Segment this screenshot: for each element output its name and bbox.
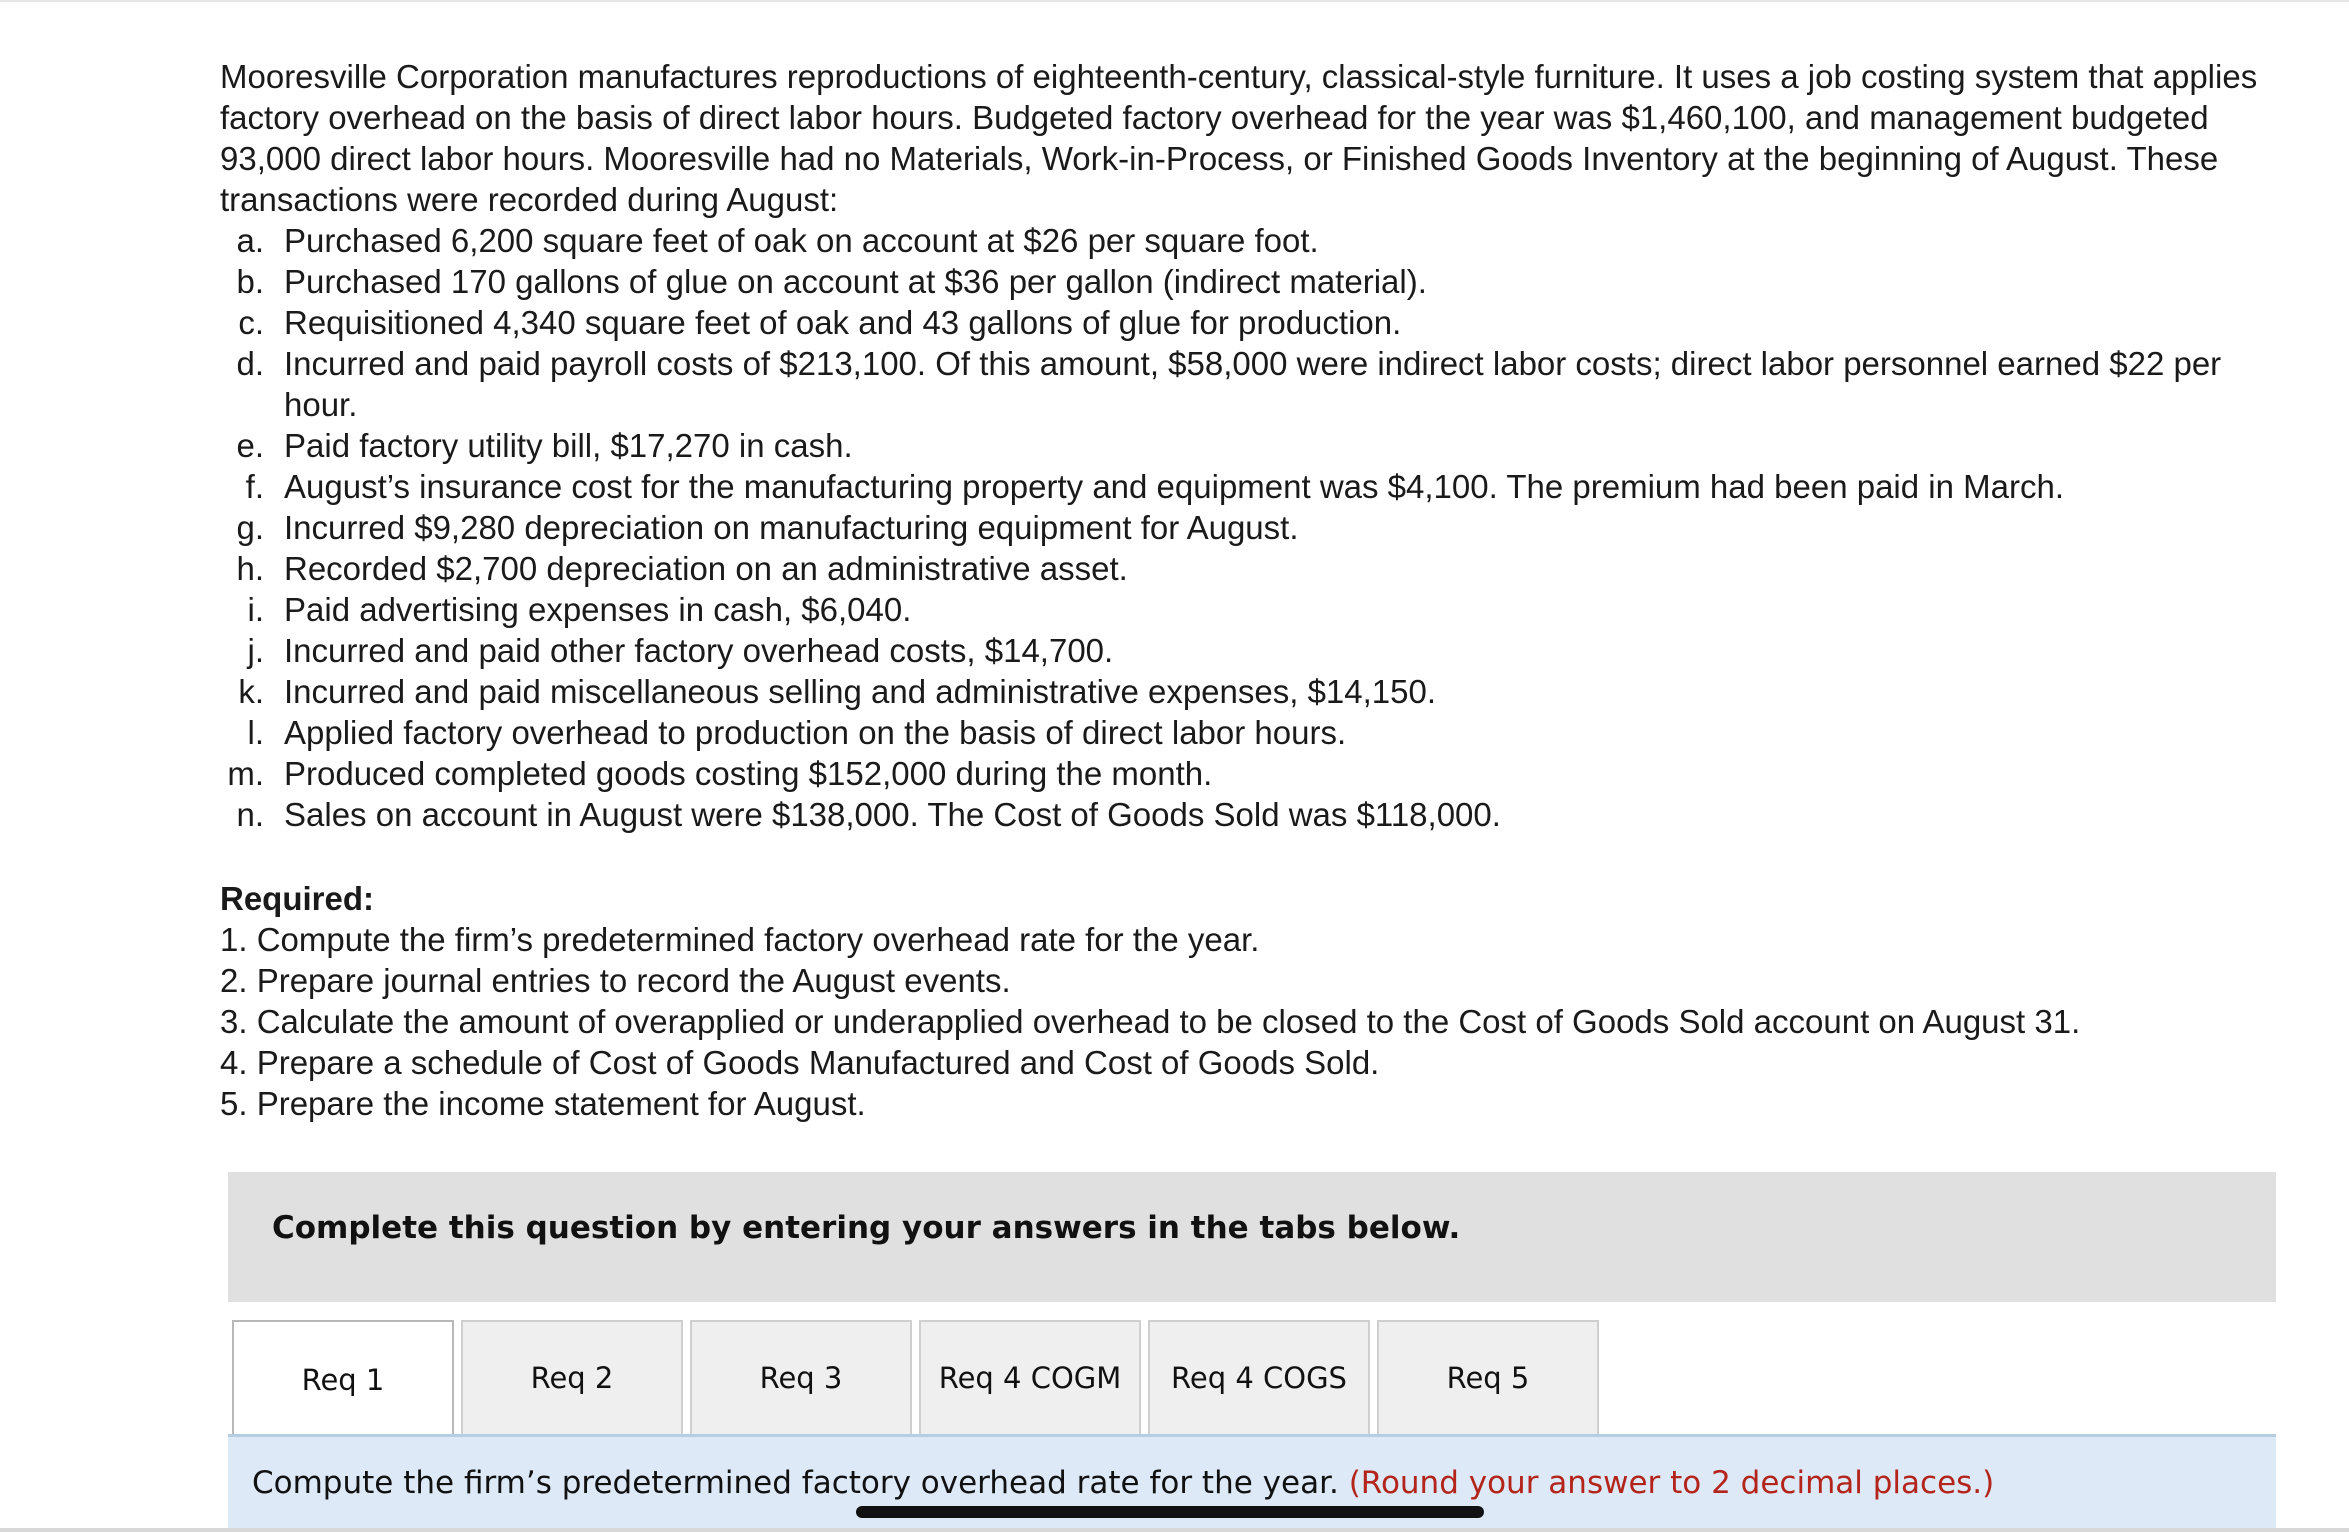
transaction-label: g.	[236, 509, 264, 546]
required-item: 2. Prepare journal entries to record the August events.	[220, 962, 1011, 999]
transaction-text: Recorded $2,700 depreciation on an administrative asset.	[284, 550, 1128, 587]
transaction-label: c.	[238, 304, 264, 341]
transaction-item	[220, 548, 2300, 589]
horizontal-scrollbar[interactable]	[856, 1506, 1484, 1518]
transaction-text: August’s insurance cost for the manufacturing property and equipment was $4,100. The premium had been paid in March.	[284, 468, 2064, 505]
transaction-text: Incurred and paid miscellaneous selling and administrative expenses, $14,150.	[284, 673, 1437, 710]
transaction-label: l.	[247, 714, 264, 751]
transaction-text: Paid advertising expenses in cash, $6,040.	[284, 591, 912, 628]
tab-req-3[interactable]: Req 3	[690, 1320, 912, 1434]
transaction-item	[220, 671, 2300, 712]
bottom-divider	[0, 1528, 2349, 1532]
transaction-item	[220, 466, 2300, 507]
rounding-note: (Round your answer to 2 decimal places.)	[1348, 1465, 1995, 1501]
transaction-item	[220, 343, 2300, 425]
transaction-item	[220, 630, 2300, 671]
transaction-label: k.	[238, 673, 264, 710]
required-section	[220, 878, 2300, 1124]
transaction-text: Paid factory utility bill, $17,270 in cash.	[284, 427, 853, 464]
transaction-label: f.	[245, 468, 264, 505]
transaction-label: n.	[236, 796, 264, 833]
tab-req-1[interactable]: Req 1	[232, 1320, 454, 1438]
transaction-text: Sales on account in August were $138,000. The Cost of Goods Sold was $118,000.	[284, 796, 1501, 833]
instructions-box	[228, 1172, 2276, 1302]
panel-prompt: Compute the firm’s predetermined factory overhead rate for the year.	[252, 1465, 1339, 1501]
transaction-item	[220, 425, 2300, 466]
required-item: 3. Calculate the amount of overapplied or underapplied overhead to be closed to the Cost of Goods Sold account on August 31.	[220, 1003, 2081, 1040]
transaction-text: Produced completed goods costing $152,000 during the month.	[284, 755, 1213, 792]
transaction-item	[220, 507, 2300, 548]
transaction-list	[220, 220, 2300, 835]
tab-req-2[interactable]: Req 2	[461, 1320, 683, 1434]
transaction-label: d.	[236, 345, 264, 382]
transaction-text: Requisitioned 4,340 square feet of oak and 43 gallons of glue for production.	[284, 304, 1402, 341]
problem-intro: Mooresville Corporation manufactures reproductions of eighteenth-century, classical-style furniture. It uses a job costing system that applies factory overhead on the basis of direct labor hours. Budgeted factory overhead for the year was $1,460,100, and management budgeted 93,000 direct labor hours. Mooresville had no Materials, Work-in-Process, or Finished Goods Inventory at the beginning of August. These transactions were recorded during August:	[220, 58, 2258, 218]
transaction-label: h.	[236, 550, 264, 587]
top-divider	[0, 0, 2349, 2]
transaction-label: b.	[236, 263, 264, 300]
transaction-item	[220, 712, 2300, 753]
transaction-item	[220, 794, 2300, 835]
transaction-item	[220, 753, 2300, 794]
transaction-label: a.	[236, 222, 264, 259]
required-item: 1. Compute the firm’s predetermined factory overhead rate for the year.	[220, 921, 1260, 958]
tab-req-4-cogs[interactable]: Req 4 COGS	[1148, 1320, 1370, 1434]
transaction-text: Purchased 170 gallons of glue on account at $36 per gallon (indirect material).	[284, 263, 1427, 300]
transaction-text: Incurred $9,280 depreciation on manufacturing equipment for August.	[284, 509, 1299, 546]
transaction-text: Purchased 6,200 square feet of oak on account at $26 per square foot.	[284, 222, 1319, 259]
tab-req-5[interactable]: Req 5	[1377, 1320, 1599, 1434]
transaction-text: Incurred and paid other factory overhead costs, $14,700.	[284, 632, 1114, 669]
transaction-label: m.	[227, 755, 264, 792]
panel-instruction	[252, 1465, 1994, 1501]
instructions-text: Complete this question by entering your answers in the tabs below.	[272, 1210, 1461, 1246]
transaction-label: i.	[247, 591, 264, 628]
required-item: 5. Prepare the income statement for August.	[220, 1085, 866, 1122]
transaction-item	[220, 220, 2300, 261]
transaction-item	[220, 302, 2300, 343]
transaction-text: Applied factory overhead to production on the basis of direct labor hours.	[284, 714, 1347, 751]
problem-statement	[220, 56, 2300, 835]
transaction-label: j.	[247, 632, 264, 669]
transaction-text: Incurred and paid payroll costs of $213,100. Of this amount, $58,000 were indirect labor costs; direct labor personnel earned $22 per hour.	[284, 345, 2222, 423]
transaction-item	[220, 261, 2300, 302]
required-item: 4. Prepare a schedule of Cost of Goods Manufactured and Cost of Goods Sold.	[220, 1044, 1380, 1081]
transaction-item	[220, 589, 2300, 630]
required-list	[220, 919, 2300, 1124]
required-title: Required:	[220, 880, 375, 917]
transaction-label: e.	[236, 427, 264, 464]
tab-req-4-cogm[interactable]: Req 4 COGM	[919, 1320, 1141, 1434]
